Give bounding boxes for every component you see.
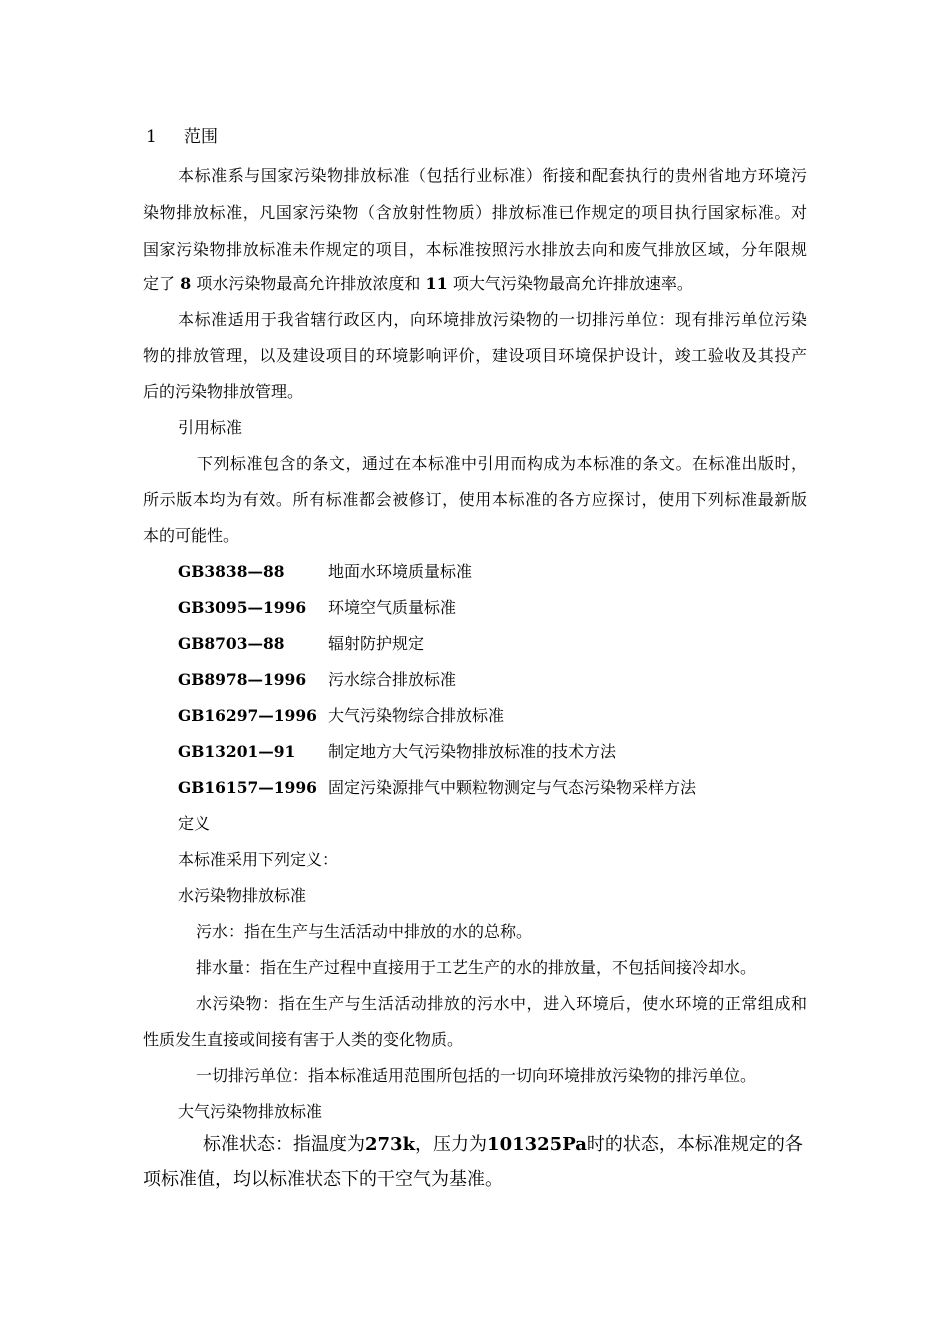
reference-code: GB8978—1996 bbox=[178, 670, 307, 689]
reference-code: GB13201—91 bbox=[178, 742, 296, 761]
reference-name: 辐射防护规定 bbox=[328, 634, 425, 653]
count-air-pollutants: 11 bbox=[425, 274, 448, 293]
definition-discharge-units: 一切排污单位：指本标准适用范围所包括的一切向环境排放污染物的排污单位。 bbox=[196, 1066, 757, 1085]
reference-code: GB8703—88 bbox=[178, 634, 285, 653]
reference-name: 大气污染物综合排放标准 bbox=[328, 706, 505, 725]
definition-discharge: 排水量：指在生产过程中直接用于工艺生产的水的排放量，不包括间接冷却水。 bbox=[196, 958, 757, 977]
definition-water-pollutant-line1: 水污染物：指在生产与生活活动排放的污水中，进入环境后，使水环境的正常组成和 bbox=[196, 994, 807, 1013]
section-title: 范围 bbox=[184, 127, 218, 147]
scope-para1-line1: 本标准系与国家污染物排放标准（包括行业标准）衔接和配套执行的贵州省地方环境污 bbox=[178, 166, 807, 185]
text-span: ，压力为 bbox=[415, 1134, 488, 1155]
reference-code: GB3095—1996 bbox=[178, 598, 307, 617]
scope-para1-line3: 国家污染物排放标准未作规定的项目，本标准按照污水排放去向和废气排放区域，分年限规 bbox=[143, 240, 807, 259]
references-intro-line3: 本的可能性。 bbox=[143, 526, 240, 545]
definition-wastewater: 污水：指在生产与生活活动中排放的水的总称。 bbox=[196, 922, 533, 941]
reference-name: 地面水环境质量标准 bbox=[328, 562, 473, 581]
scope-para2-line1: 本标准适用于我省辖行政区内，向环境排放污染物的一切排污单位：现有排污单位污染 bbox=[178, 310, 807, 329]
reference-name: 污水综合排放标准 bbox=[328, 670, 457, 689]
definition-standard-state-line1 bbox=[203, 1133, 803, 1157]
reference-code: GB16157—1996 bbox=[178, 778, 317, 797]
reference-code: GB3838—88 bbox=[178, 562, 285, 581]
references-intro-line1: 下列标准包含的条文，通过在本标准中引用而构成为本标准的条文。在标准出版时， bbox=[197, 454, 807, 473]
text-span: 定了 bbox=[143, 274, 176, 293]
reference-name: 制定地方大气污染物排放标准的技术方法 bbox=[328, 742, 617, 761]
definitions-intro: 本标准采用下列定义： bbox=[178, 850, 339, 869]
text-span: 时的状态，本标准规定的各 bbox=[586, 1134, 803, 1155]
reference-code: GB16297—1996 bbox=[178, 706, 317, 725]
definition-standard-state-line2: 项标准值，均以标准状态下的干空气为基准。 bbox=[143, 1169, 503, 1190]
references-intro-line2: 所示版本均为有效。所有标准都会被修订，使用本标准的各方应探讨，使用下列标准最新版 bbox=[143, 490, 807, 509]
scope-para2-line3: 后的污染物排放管理。 bbox=[143, 382, 304, 401]
references-heading: 引用标准 bbox=[178, 418, 243, 437]
section-number: 1 bbox=[146, 127, 157, 147]
reference-name: 固定污染源排气中颗粒物测定与气态污染物采样方法 bbox=[328, 778, 697, 797]
air-standard-heading: 大气污染物排放标准 bbox=[178, 1102, 323, 1121]
scope-para1-line2: 染物排放标准，凡国家污染物（含放射性物质）排放标准已作规定的项目执行国家标准。对 bbox=[143, 203, 807, 222]
reference-name: 环境空气质量标准 bbox=[328, 598, 457, 617]
text-span: 项大气污染物最高允许排放速率。 bbox=[452, 274, 693, 293]
pressure-value: 101325Pa bbox=[487, 1134, 587, 1155]
text-span: 标准状态：指温度为 bbox=[203, 1134, 365, 1155]
scope-para1-line4 bbox=[143, 274, 693, 294]
definitions-heading: 定义 bbox=[178, 814, 211, 833]
text-span: 项水污染物最高允许排放浓度和 bbox=[196, 274, 421, 293]
temperature-value: 273k bbox=[365, 1134, 416, 1155]
definition-water-pollutant-line2: 性质发生直接或间接有害于人类的变化物质。 bbox=[143, 1030, 464, 1049]
scope-para2-line2: 物的排放管理，以及建设项目的环境影响评价，建设项目环境保护设计，竣工验收及其投产 bbox=[143, 346, 807, 365]
water-standard-heading: 水污染物排放标准 bbox=[178, 886, 307, 905]
count-water-pollutants: 8 bbox=[180, 274, 192, 293]
